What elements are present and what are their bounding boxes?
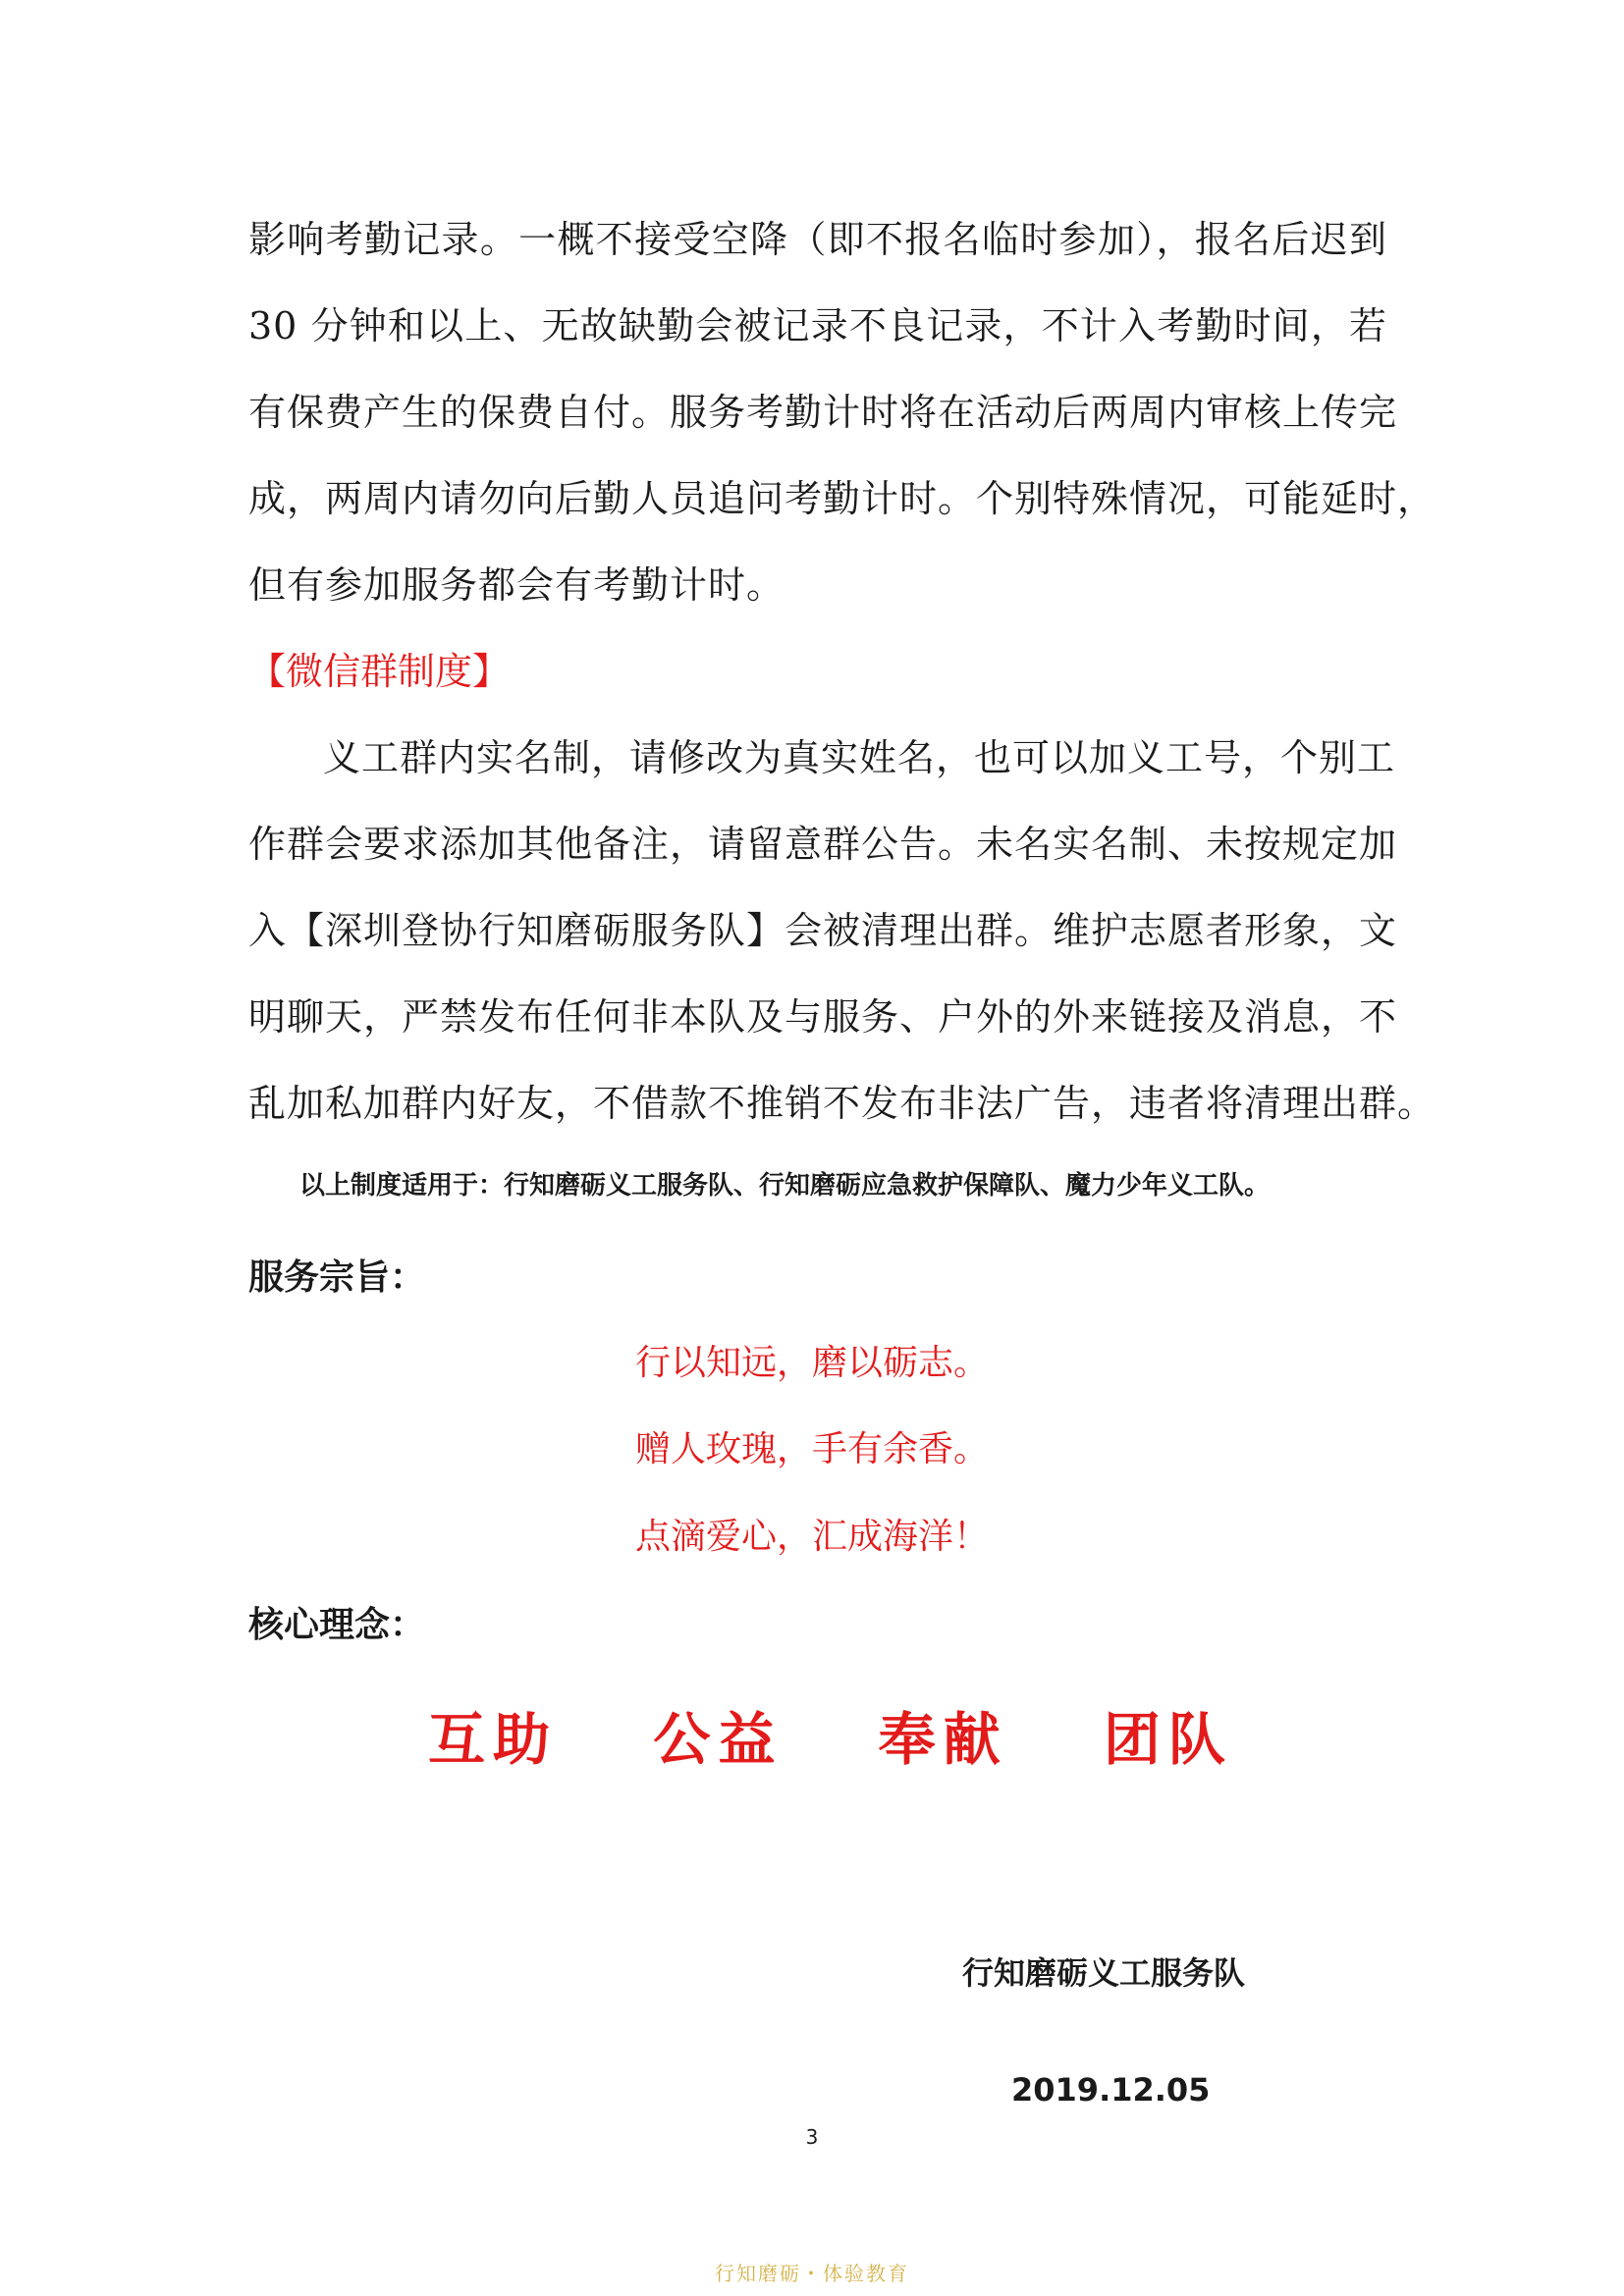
paragraph-line: 但有参加服务都会有考勤计时。 [248, 563, 785, 607]
paragraph-line: 入【深圳登协行知磨砺服务队】会被清理出群。维护志愿者形象，文 [248, 909, 1398, 952]
attendance-paragraph [248, 196, 1436, 628]
service-purpose-heading: 服务宗旨： [248, 1257, 426, 1298]
core-value: 奉献 [878, 1706, 1008, 1773]
motto-line: 赠人玫瑰，手有余香。 [634, 1429, 989, 1469]
motto-line: 行以知远，磨以砺志。 [634, 1343, 989, 1383]
core-value: 互助 [428, 1706, 559, 1773]
page-number: 3 [805, 2125, 819, 2149]
wechat-section-heading: 【微信群制度】 [248, 650, 511, 693]
paragraph-line: 30 分钟和以上、无故缺勤会被记录不良记录，不计入考勤时间，若 [248, 304, 1387, 347]
paragraph-line: 义工群内实名制，请修改为真实姓名，也可以加义工号，个别工 [323, 736, 1396, 779]
core-value: 团队 [1103, 1706, 1233, 1773]
paragraph-line: 有保费产生的保费自付。服务考勤计时将在活动后两周内审核上传完 [248, 391, 1398, 434]
document-date: 2019.12.05 [1011, 2071, 1211, 2109]
paragraph-line: 影响考勤记录。一概不接受空降（即不报名临时参加），报名后迟到 [248, 218, 1387, 261]
core-values [428, 1693, 1233, 1776]
footer-watermark: 行知磨砺・体验教育 [715, 2262, 909, 2285]
signature: 行知磨砺义工服务队 [962, 1954, 1246, 1992]
motto-line: 点滴爱心，汇成海洋！ [634, 1517, 989, 1557]
paragraph-line: 明聊天，严禁发布任何非本队及与服务、户外的外来链接及消息，不 [248, 995, 1398, 1039]
wechat-paragraph [248, 715, 1436, 1147]
core-concept-heading: 核心理念： [248, 1605, 426, 1645]
scope-note: 以上制度适用于：行知磨砺义工服务队、行知磨砺应急救护保障队、魔力少年义工队。 [299, 1171, 1271, 1201]
paragraph-line: 作群会要求添加其他备注，请留意群公告。未名实名制、未按规定加 [248, 823, 1398, 866]
core-value: 公益 [653, 1706, 784, 1773]
paragraph-line: 成，两周内请勿向后勤人员追问考勤计时。个别特殊情况，可能延时， [248, 477, 1436, 520]
paragraph-line: 乱加私加群内好友，不借款不推销不发布非法广告，违者将清理出群。 [248, 1082, 1436, 1125]
